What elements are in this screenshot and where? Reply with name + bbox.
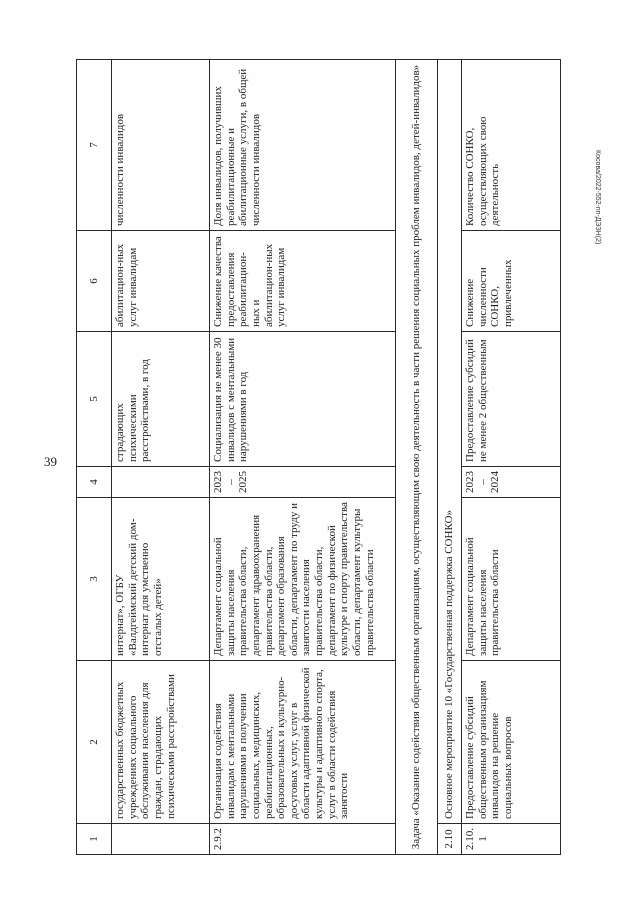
measures-table [76, 59, 561, 855]
continuation-indicator-cell: численности инвалидов [112, 60, 210, 231]
table-header-row [77, 60, 112, 855]
continuation-row [112, 60, 210, 855]
row-2-9-2-executor: Департамент социальной защиты населения правительства области, департамент здравоохранения правительства области, департамент образования области, департамент по труду и занятости населения правительства области, департамент по физической культуре и спорту правительства области, департамент культуры правительства области [210, 498, 396, 661]
row-2-10-1-executor: Департамент социальной защиты населения правительства области [462, 498, 561, 661]
continuation-num-cell [112, 824, 210, 855]
row-2-10-1-num: 2.10.1 [462, 824, 561, 855]
header-col-1: 1 [77, 824, 112, 855]
row-2-10-1-measure: Предоставление субсидий общественным организациям инвалидов на решение социальных вопросов [462, 661, 561, 824]
header-col-5: 5 [77, 332, 112, 467]
document-code: Косова/2022-552-пп-ДЭЗН(2) [594, 150, 601, 245]
task-row [396, 60, 438, 855]
row-2-10-text: Основное мероприятие 10 «Государственная поддержка СОНКО» [438, 60, 462, 824]
continuation-result-cell: страдающих психическими расстройствами, в год [112, 332, 210, 467]
continuation-measure-cell: государственных бюджетных учреждениях социального обслуживания населения для граждан, страдающих психическими расстройствами [112, 661, 210, 824]
row-2-10-1-result: Предоставление субсидий не менее 2 общественным [462, 332, 561, 467]
header-col-2: 2 [77, 661, 112, 824]
row-2-10-num: 2.10 [438, 824, 462, 855]
row-2-9-2-num: 2.9.2 [210, 824, 396, 855]
table-row [462, 60, 561, 855]
row-2-9-2-result: Социализация не менее 30 инвалидов с ментальными нарушениями в год [210, 332, 396, 467]
header-col-4: 4 [77, 467, 112, 498]
rotated-page-content [76, 30, 556, 855]
row-2-10-1-indicator: Количество СОНКО, осуществляющих свою деятельность [462, 60, 561, 231]
row-2-10-1-risk: Снижение численности СОНКО, привлеченных [462, 231, 561, 332]
header-col-7: 7 [77, 60, 112, 231]
row-2-9-2-indicator: Доля инвалидов, получивших реабилитационные и абилитационные услуги, в общей численности инвалидов [210, 60, 396, 231]
header-col-6: 6 [77, 231, 112, 332]
continuation-risk-cell: абилитацион-ных услуг инвалидам [112, 231, 210, 332]
continuation-executor-cell: интернат», ОГБУ «Валдгеймский детский дом-интернат для умственно отсталых детей» [112, 498, 210, 661]
header-col-3: 3 [77, 498, 112, 661]
row-2-9-2-measure: Организация содействия инвалидам с ментальными нарушениями в получении социальных, медицинских, реабилитационных, образовательных и культурно-досуговых услуг, услуг в области адаптивной физической культуры и адаптивного спорта, услуг в области содействия занятости [210, 661, 396, 824]
continuation-period-cell [112, 467, 210, 498]
page-number: 39 [44, 454, 57, 469]
task-cell: Задача «Оказание содействия общественным организациям, осуществляющим свою деятельность в части решения социальных проблем инвалидов, детей-инвалидов» [396, 60, 438, 855]
table-row [210, 60, 396, 855]
row-2-9-2-period: 2023 – 2025 [210, 467, 396, 498]
main-measure-row [438, 60, 462, 855]
row-2-9-2-risk: Снижение качества предоставления реабилитацион-ных и абилитацион-ных услуг инвалидам [210, 231, 396, 332]
row-2-10-1-period: 2023 – 2024 [462, 467, 561, 498]
